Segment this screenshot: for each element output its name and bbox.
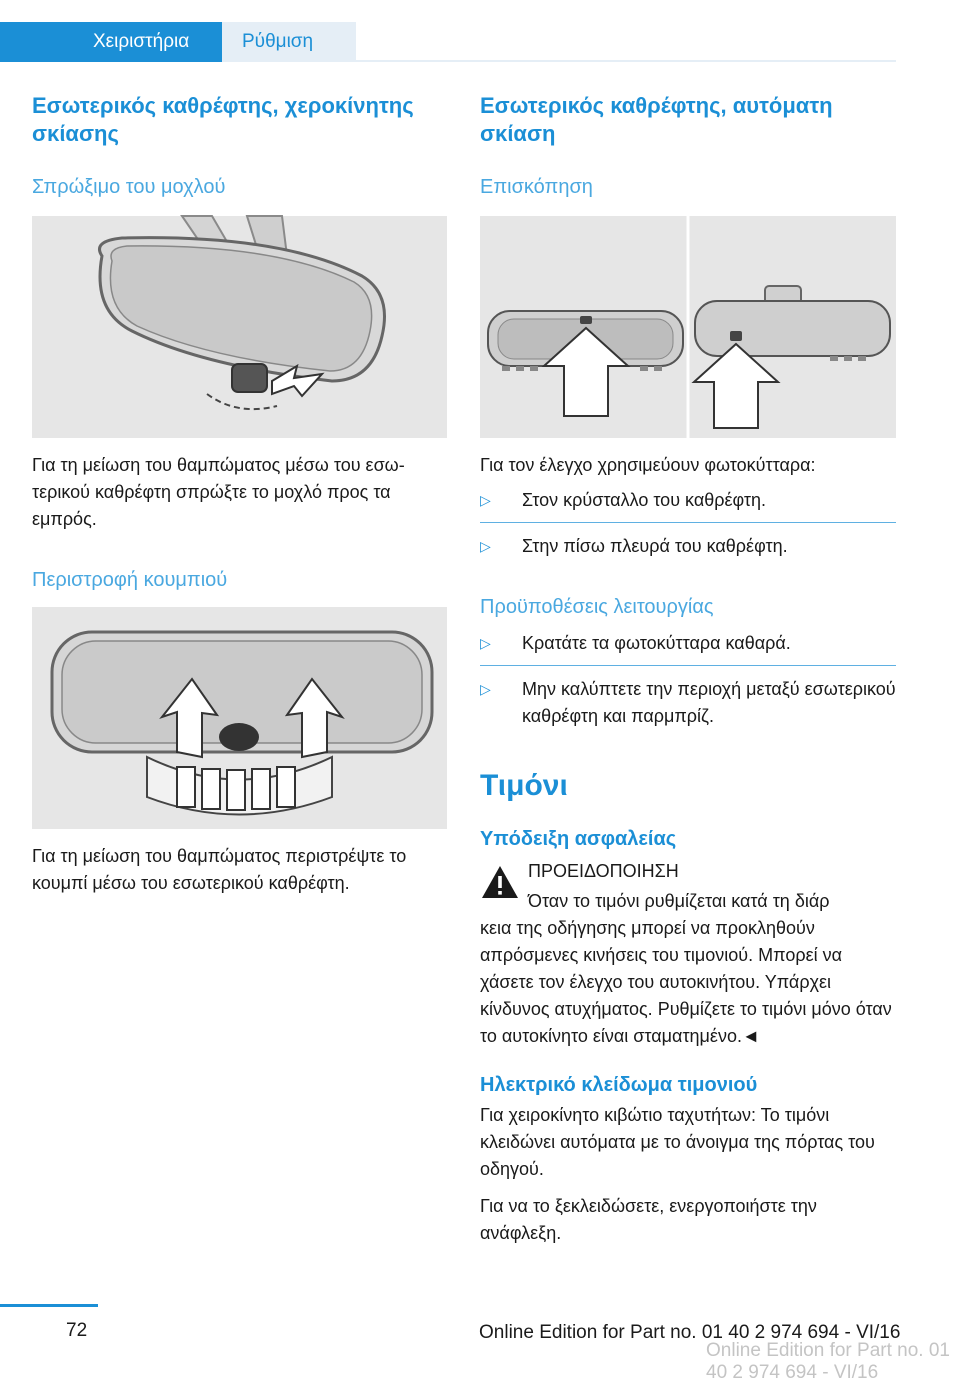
rotate-knob-text: Για τη μείωση του θαμπώματος περιστρέψτε το κουμπί μέσω του εσωτερικού καθρέφτη. <box>32 846 407 893</box>
mirror-knob-image <box>32 607 447 829</box>
header-divider <box>356 60 896 62</box>
bullet-divider <box>480 522 896 523</box>
overview-bullet-2: ▷ Στην πίσω πλευρά του καθρέφτη. <box>480 533 896 560</box>
safety-heading: Υπόδειξη ασφαλείας <box>480 828 677 850</box>
bullet-triangle-icon: ▷ <box>480 538 491 554</box>
warning-block <box>480 858 896 915</box>
bullet-divider <box>480 665 896 666</box>
edition-text: Online Edition for Part no. 01 40 2 974 694 - VI/16 <box>479 1322 901 1343</box>
mirror-lever-illustration <box>32 216 447 438</box>
steering-lock-heading: Ηλεκτρικό κλείδωμα τιμονιού <box>480 1074 758 1096</box>
photocell-image <box>480 216 896 438</box>
warning-label: ΠΡΟΕΙΔΟΠΟΙΗΣΗ <box>528 861 679 881</box>
rotate-knob-heading: Περιστροφή κουμπιού <box>32 569 228 591</box>
bullet-triangle-icon: ▷ <box>480 681 491 697</box>
bullet-triangle-icon: ▷ <box>480 492 491 508</box>
steering-wheel-title: Τιμόνι <box>480 769 568 802</box>
page-header <box>0 0 960 62</box>
photocell-illustration <box>480 216 896 438</box>
manual-dimming-title: Εσωτερικός καθρέφτης, χεροκίνητης σκίασης <box>32 93 414 146</box>
footer-divider <box>0 1304 98 1307</box>
watermark-text: Online Edition for Part no. 01 40 2 974 694 - VI/16 <box>706 1340 950 1383</box>
tab-controls[interactable]: Χειριστήρια <box>0 22 222 62</box>
tab-adjustment[interactable]: Ρύθμιση <box>222 22 356 62</box>
requirements-bullet-1: ▷ Κρατάτε τα φωτοκύτταρα καθαρά. <box>480 630 896 657</box>
bullet-triangle-icon: ▷ <box>480 635 491 651</box>
mirror-knob-illustration <box>32 607 447 829</box>
requirements-heading: Προϋποθέσεις λειτουργίας <box>480 596 714 618</box>
page-number: 72 <box>66 1320 88 1341</box>
overview-bullet-1: ▷ Στον κρύσταλλο του καθρέφτη. <box>480 487 896 514</box>
push-lever-heading: Σπρώξιμο του μοχλού <box>32 176 226 198</box>
push-lever-text: Για τη μείωση του θαμπώματος μέσω του εσωτερικού καθρέφτη σπρώξτε το μοχλό προς τα εμπρός. <box>32 455 405 529</box>
steering-lock-text-1: Για χειροκίνητο κιβώτιο ταχυτήτων: Το τιμόνι κλειδώνει αυτόματα με το άνοιγμα της πόρτας του οδηγού. <box>480 1105 875 1179</box>
warning-text-first: Όταν το τιμόνι ρυθμίζεται κατά τη διάρ <box>528 891 830 911</box>
auto-dimming-title: Εσωτερικός καθρέφτης, αυτόματη σκίαση <box>480 93 833 146</box>
right-column <box>480 92 896 1247</box>
overview-heading: Επισκόπηση <box>480 176 593 198</box>
warning-triangle-icon <box>480 864 520 900</box>
mirror-lever-image <box>32 216 447 438</box>
left-column <box>32 92 447 897</box>
requirements-bullet-2: ▷ Μην καλύπτετε την περιοχή μεταξύ εσωτερικού καθρέφτη και παρμπρίζ. <box>480 676 896 730</box>
steering-lock-text-2: Για να το ξεκλειδώσετε, ενεργοποιήστε την ανάφλεξη. <box>480 1196 817 1243</box>
warning-text-rest: κεια της οδήγησης μπορεί να προκληθούν απρόσμενες κινήσεις του τιμονιού. Μπορεί να χάσετε τον έλεγχο του αυτοκινήτου. Υπάρχει κίνδυνος ατυχήματος. Ρυθμίζετε το τιμόνι μόνο όταν το αυτοκίνητο είναι σταματημένο.◄ <box>480 918 892 1046</box>
overview-text: Για τον έλεγχο χρησιμεύουν φωτοκύτταρα: <box>480 455 816 475</box>
